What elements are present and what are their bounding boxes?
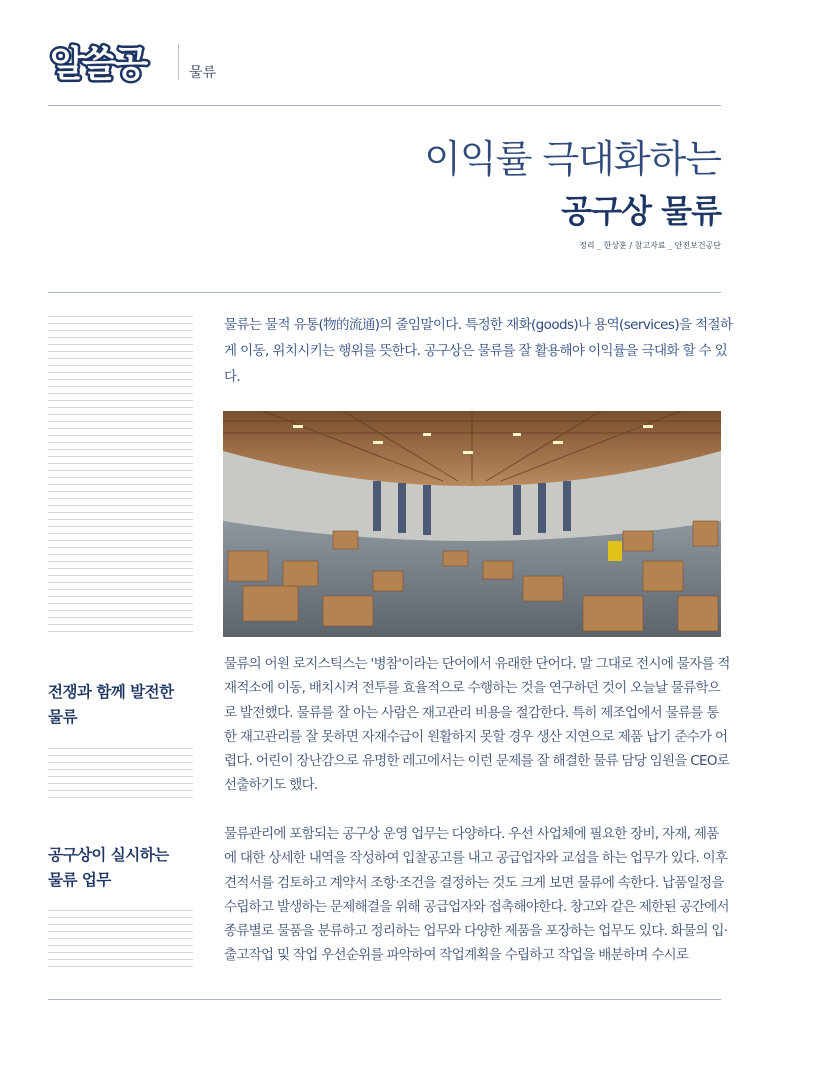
- decorative-lines-mid: [48, 748, 193, 804]
- section1-body: 물류의 어원 로지스틱스는 '병참'이라는 단어에서 유래한 단어다. 말 그대로 전시에 물자를 적재적소에 이동, 배치시켜 전투를 효율적으로 수행하는 것을 연구하던 것이 오늘날 물류학으로 발전했다. 물류를 잘 아는 사람은 재고관리 비용을 절감한다. 특히 제조업에서 물류를 통한 재고관리를 잘 못하면 자재수급이 원활하지 못할 경우 생산 지연으로 제품 납기 준수가 어렵다. 어린이 장난감으로 유명한 레고에서는 이런 문제를 잘 해결한 물류 담당 임원을 CEO로 선출하기도 했다.: [224, 656, 730, 794]
- category-label: 물류: [189, 65, 217, 81]
- section2-body: 물류관리에 포함되는 공구상 운영 업무는 다양하다. 우선 사업체에 필요한 장비, 자재, 제품에 대한 상세한 내역을 작성하여 입찰공고를 내고 공급업자와 교섭을 하는 업무가 있다. 이후 견적서를 검토하고 계약서 조항·조건을 결정하는 것도 크게 보면 물류에 속한다. 납품일정을 수립하고 발생하는 문제해결을 위해 공급업자와 접촉해야한다. 창고와 같은 제한된 공간에서 종류별로 물품을 분류하고 정리하는 업무와 다양한 제품을 포장하는 업무도 있다. 화물의 입·출고작업 및 작업 우선순위를 파악하여 작업계획을 수립하고 작업을 배분하며 수시로: [224, 826, 729, 964]
- decorative-lines-top: [48, 316, 193, 638]
- title-rule: [48, 292, 721, 293]
- decorative-lines-bottom: [48, 910, 193, 973]
- section1-heading-line2: 물류: [48, 708, 77, 726]
- section1-heading-line1: 전쟁과 함께 발전한: [48, 683, 174, 701]
- intro-paragraph: 물류는 물적 유통(物的流通)의 줄임말이다. 특정한 재화(goods)나 용역(services)을 적절하게 이동, 위치시키는 행위를 뜻한다. 공구상은 물류를 잘 활용해야 이익률을 극대화 할 수 있다.: [224, 317, 733, 385]
- magazine-logo: [48, 36, 168, 84]
- footer-rule: [48, 999, 721, 1000]
- section2-heading-line1: 공구상이 실시하는: [48, 846, 169, 864]
- article-title-line2: 공구상 물류: [561, 192, 721, 230]
- section2-heading-line2: 물류 업무: [48, 871, 111, 889]
- section2-heading: [48, 843, 169, 893]
- header-rule: [48, 105, 721, 106]
- article-credit: 정리 _ 한상훈 / 참고자료 _ 안전보건공단: [579, 241, 721, 250]
- warehouse-photo: [223, 411, 721, 637]
- header-divider: [178, 44, 179, 80]
- logo-text: 알쓸공: [50, 44, 146, 84]
- article-title-line1: 이익률 극대화하는: [424, 137, 721, 181]
- section1-heading: [48, 680, 174, 730]
